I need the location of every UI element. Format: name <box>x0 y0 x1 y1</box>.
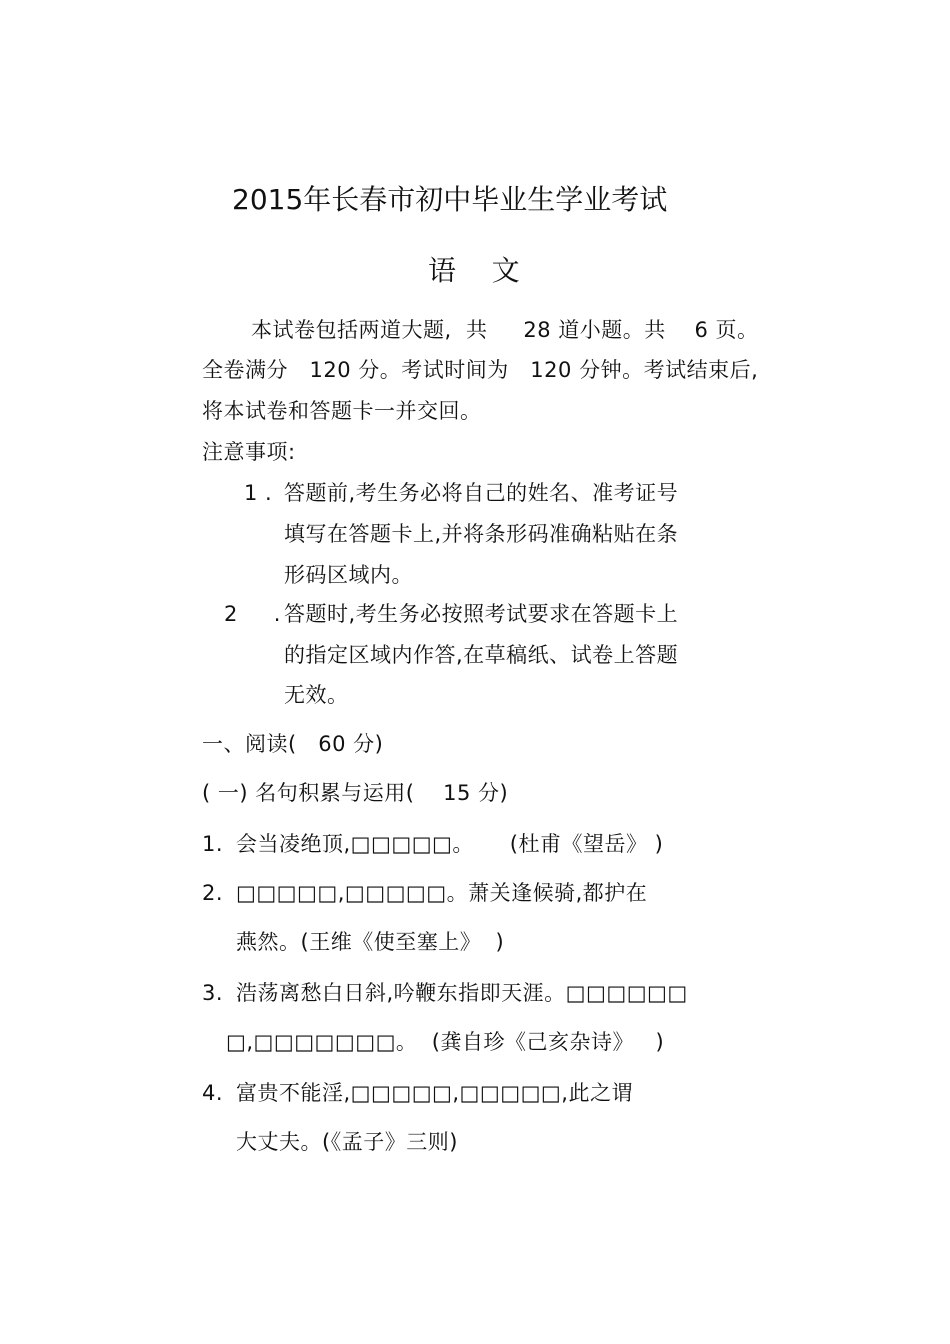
question-line: 会当凌绝顶,□□□□□。 (杜甫《望岳》 ) <box>236 832 664 856</box>
notice-heading: 注意事项: <box>202 440 296 464</box>
exam-title: 2015年长春市初中毕业生学业考试 <box>232 183 668 216</box>
question-line: 大丈夫。(《孟子》三则) <box>236 1130 458 1154</box>
notice-line: 形码区域内。 <box>284 563 413 587</box>
intro-line: 本试卷包括两道大题, 共 28 道小题。共 6 页。 <box>251 318 759 342</box>
question-line: □,□□□□□□□。 (龚自珍《己亥杂诗》 ) <box>226 1030 665 1054</box>
notice-line: 答题前,考生务必将自己的姓名、准考证号 <box>284 481 679 505</box>
question-number: 3. <box>202 981 224 1005</box>
notice-line: 答题时,考生务必按照考试要求在答题卡上 <box>284 602 679 626</box>
question-line: 富贵不能淫,□□□□□,□□□□□,此之谓 <box>236 1081 633 1105</box>
notice-line: 无效。 <box>284 683 349 707</box>
question-number: 2. <box>202 881 224 905</box>
question-number: 1. <box>202 832 224 856</box>
subject-title: 语 文 <box>428 254 520 287</box>
subsection-heading: ( 一) 名句积累与运用( 15 分) <box>202 781 509 805</box>
question-number: 4. <box>202 1081 224 1105</box>
notice-number: 2 . <box>224 602 281 626</box>
question-line: 燕然。(王维《使至塞上》 ) <box>236 930 505 954</box>
notice-line: 填写在答题卡上,并将条形码准确粘贴在条 <box>284 522 679 546</box>
section-heading: 一、阅读( 60 分) <box>202 732 384 756</box>
intro-line: 全卷满分 120 分。考试时间为 120 分钟。考试结束后, <box>202 358 759 382</box>
notice-line: 的指定区域内作答,在草稿纸、试卷上答题 <box>284 643 679 667</box>
notice-number: 1 . <box>244 481 273 505</box>
intro-line: 将本试卷和答题卡一并交回。 <box>202 399 482 423</box>
question-line: 浩荡离愁白日斜,吟鞭东指即天涯。□□□□□□ <box>236 981 688 1005</box>
question-line: □□□□□,□□□□□。萧关逢候骑,都护在 <box>236 881 648 905</box>
